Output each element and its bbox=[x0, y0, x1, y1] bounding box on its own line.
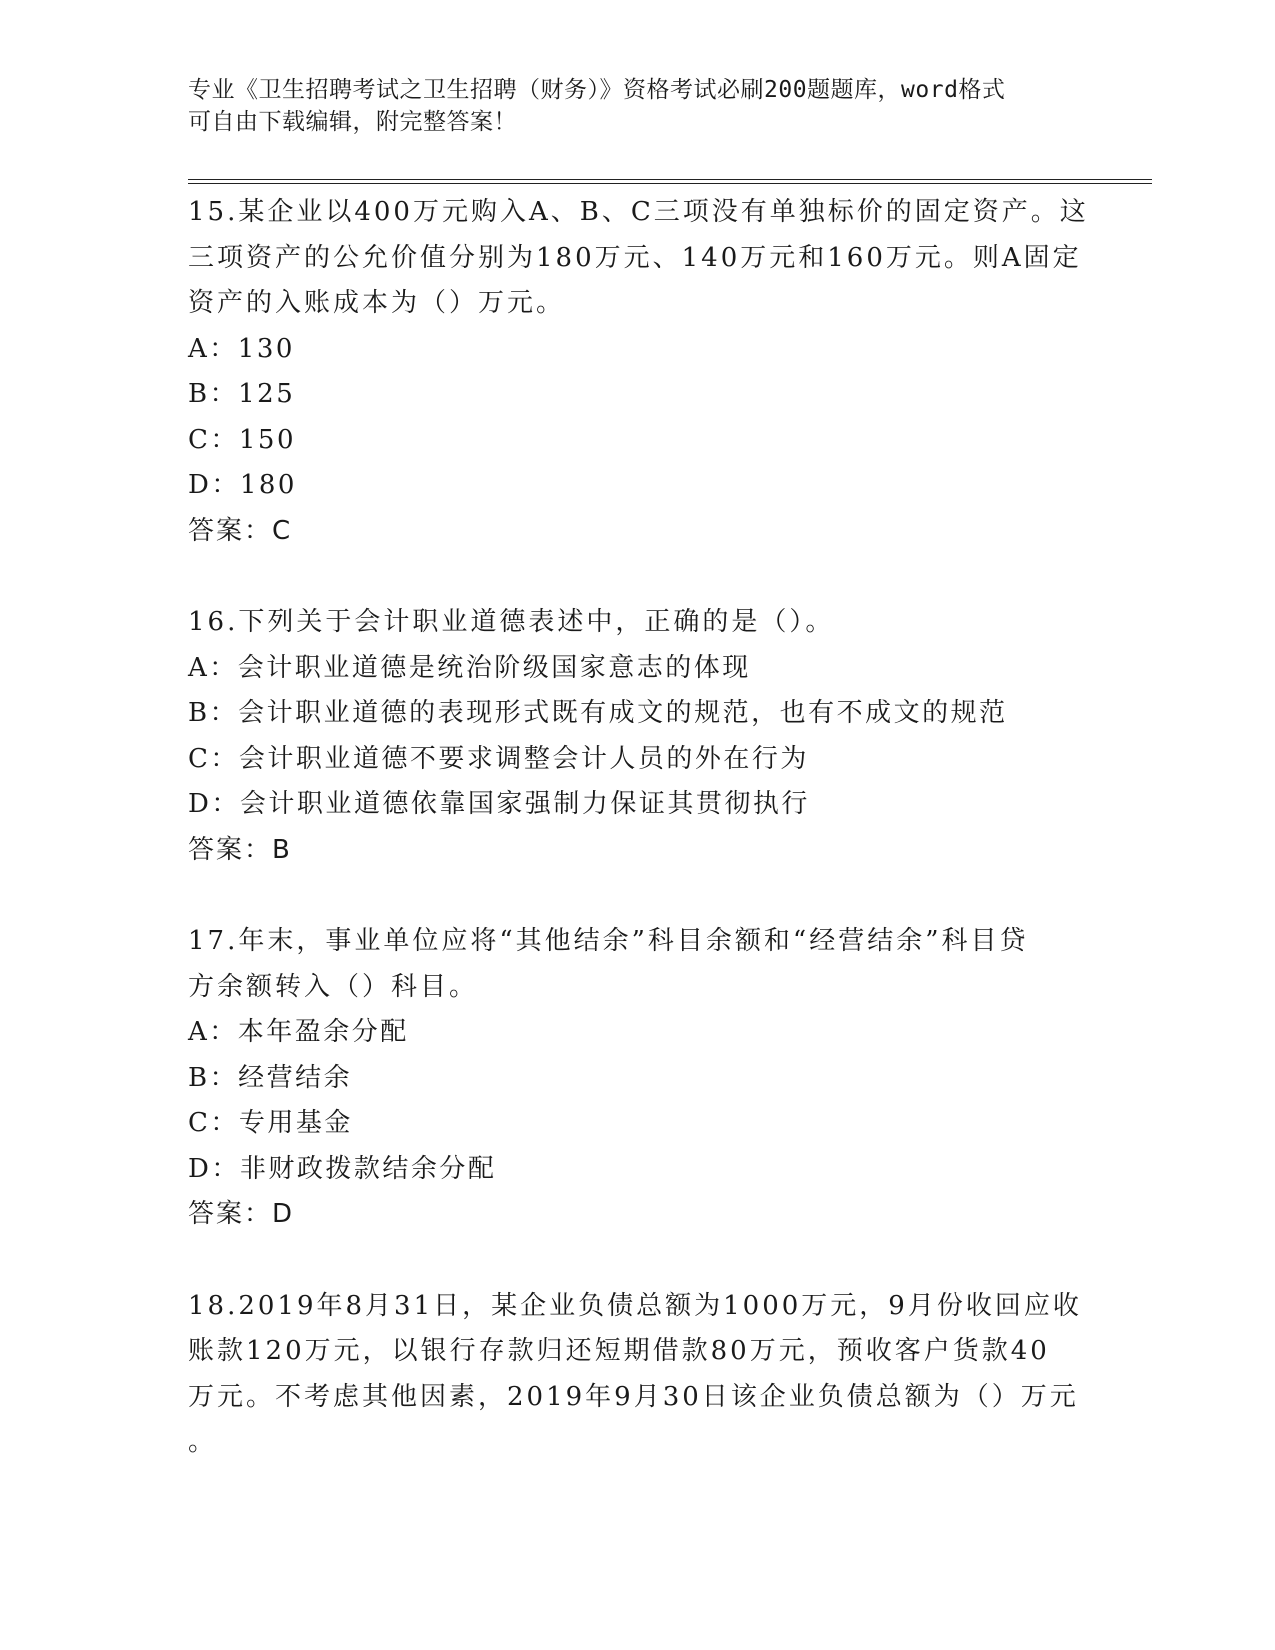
question-stem bbox=[188, 600, 1088, 646]
document-header bbox=[188, 74, 1088, 138]
option-c: C：150 bbox=[188, 424, 297, 455]
answer-line: 答案：D bbox=[188, 1199, 295, 1229]
option-a: A：会计职业道德是统治阶级国家意志的体现 bbox=[188, 652, 751, 683]
stem-line: 16.下列关于会计职业道德表述中，正确的是（）。 bbox=[188, 607, 835, 637]
stem-line: 18.2019年8月31日，某企业负债总额为1000万元，9月份收回应收 bbox=[188, 1290, 1082, 1321]
stem-line: 17.年末，事业单位应将“其他结余”科目余额和“经营结余”科目贷 bbox=[188, 926, 1029, 956]
option-d: D：会计职业道德依靠国家强制力保证其贯彻执行 bbox=[188, 789, 810, 819]
option-d: D：非财政拨款结余分配 bbox=[188, 1153, 497, 1184]
stem-line: 。 bbox=[188, 1427, 218, 1457]
option-b: B：经营结余 bbox=[188, 1062, 353, 1093]
stem-line: 万元。不考虑其他因素，2019年9月30日该企业负债总额为（）万元 bbox=[188, 1381, 1079, 1412]
option-b: B：125 bbox=[188, 379, 296, 409]
option-a: A：本年盈余分配 bbox=[188, 1017, 409, 1047]
question-list bbox=[188, 190, 1088, 1466]
stem-line: 账款120万元，以银行存款归还短期借款80万元，预收客户货款40 bbox=[188, 1336, 1050, 1366]
stem-line: 15.某企业以400万元购入A、B、C三项没有单独标价的固定资产。这 bbox=[188, 197, 1089, 227]
header-line-1: 专业《卫生招聘考试之卫生招聘（财务）》资格考试必刷200题题库，word格式 bbox=[188, 77, 1006, 103]
stem-line: 方余额转入（）科目。 bbox=[188, 971, 479, 1002]
question-stem bbox=[188, 919, 1088, 1010]
stem-line: 资产的入账成本为（）万元。 bbox=[188, 288, 566, 318]
answer-line: 答案：B bbox=[188, 834, 292, 865]
question-18 bbox=[188, 1284, 1088, 1466]
header-divider bbox=[188, 179, 1152, 184]
question-stem bbox=[188, 1284, 1088, 1466]
option-c: C：专用基金 bbox=[188, 1108, 353, 1138]
option-c: C：会计职业道德不要求调整会计人员的外在行为 bbox=[188, 743, 809, 774]
question-stem bbox=[188, 190, 1088, 327]
option-d: D：180 bbox=[188, 470, 297, 500]
answer-line: 答案：C bbox=[188, 515, 293, 546]
option-b: B：会计职业道德的表现形式既有成文的规范，也有不成文的规范 bbox=[188, 698, 1008, 728]
header-line-2: 可自由下载编辑，附完整答案！ bbox=[188, 109, 517, 135]
question-15 bbox=[188, 190, 1088, 554]
option-a: A：130 bbox=[188, 333, 295, 364]
stem-line: 三项资产的公允价值分别为180万元、140万元和160万元。则A固定 bbox=[188, 242, 1082, 273]
question-16 bbox=[188, 600, 1088, 873]
question-17 bbox=[188, 919, 1088, 1238]
